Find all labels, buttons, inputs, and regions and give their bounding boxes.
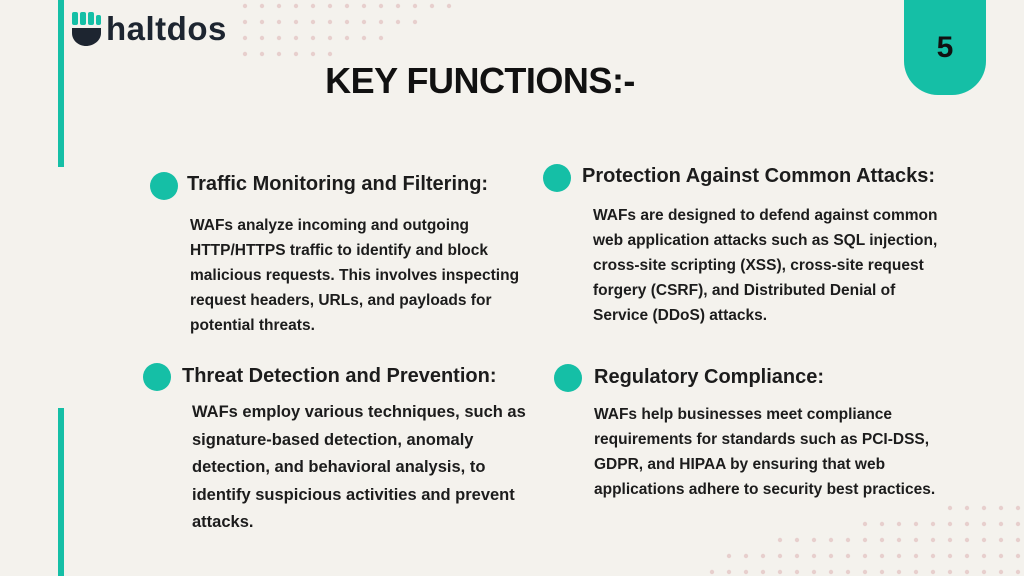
section-heading: Threat Detection and Prevention: xyxy=(182,365,497,387)
section-description: WAFs help businesses meet compliance requirements for standards such as PCI-DSS, GDPR, and HIPAA by ensuring that web applications adhere to security best practices. xyxy=(594,406,936,498)
section-heading: Protection Against Common Attacks: xyxy=(582,165,935,187)
circle-bullet-icon xyxy=(143,363,171,391)
page-title: KEY FUNCTIONS:- xyxy=(325,60,635,101)
section-description: WAFs are designed to defend against common web application attacks such as SQL injection, cross-site scripting (XSS), cross-site request forgery (CSRF), and Distributed Denial of Service (DDoS) attacks. xyxy=(593,207,938,324)
brand-name: haltdos xyxy=(106,10,227,47)
section-heading: Regulatory Compliance: xyxy=(594,366,825,388)
dot-pattern-top xyxy=(240,0,490,62)
circle-bullet-icon xyxy=(554,364,582,392)
circle-bullet-icon xyxy=(543,164,571,192)
brand-logo xyxy=(70,10,227,48)
page-number: 5 xyxy=(936,30,954,64)
circle-bullet-icon xyxy=(150,172,178,200)
dot-pattern-bottom xyxy=(700,500,1024,576)
fist-shield-icon xyxy=(70,11,102,47)
section-description: WAFs analyze incoming and outgoing HTTP/HTTPS traffic to identify and block malicious requests. This involves inspecting request headers, URLs, and payloads for potential threats. xyxy=(190,217,520,334)
left-accent-bar-bottom xyxy=(58,408,64,576)
section-heading: Traffic Monitoring and Filtering: xyxy=(187,173,489,195)
section-description: WAFs employ various techniques, such as signature-based detection, anomaly detection, and behavioral analysis, to identify suspicious activities and prevent attacks. xyxy=(192,403,526,531)
